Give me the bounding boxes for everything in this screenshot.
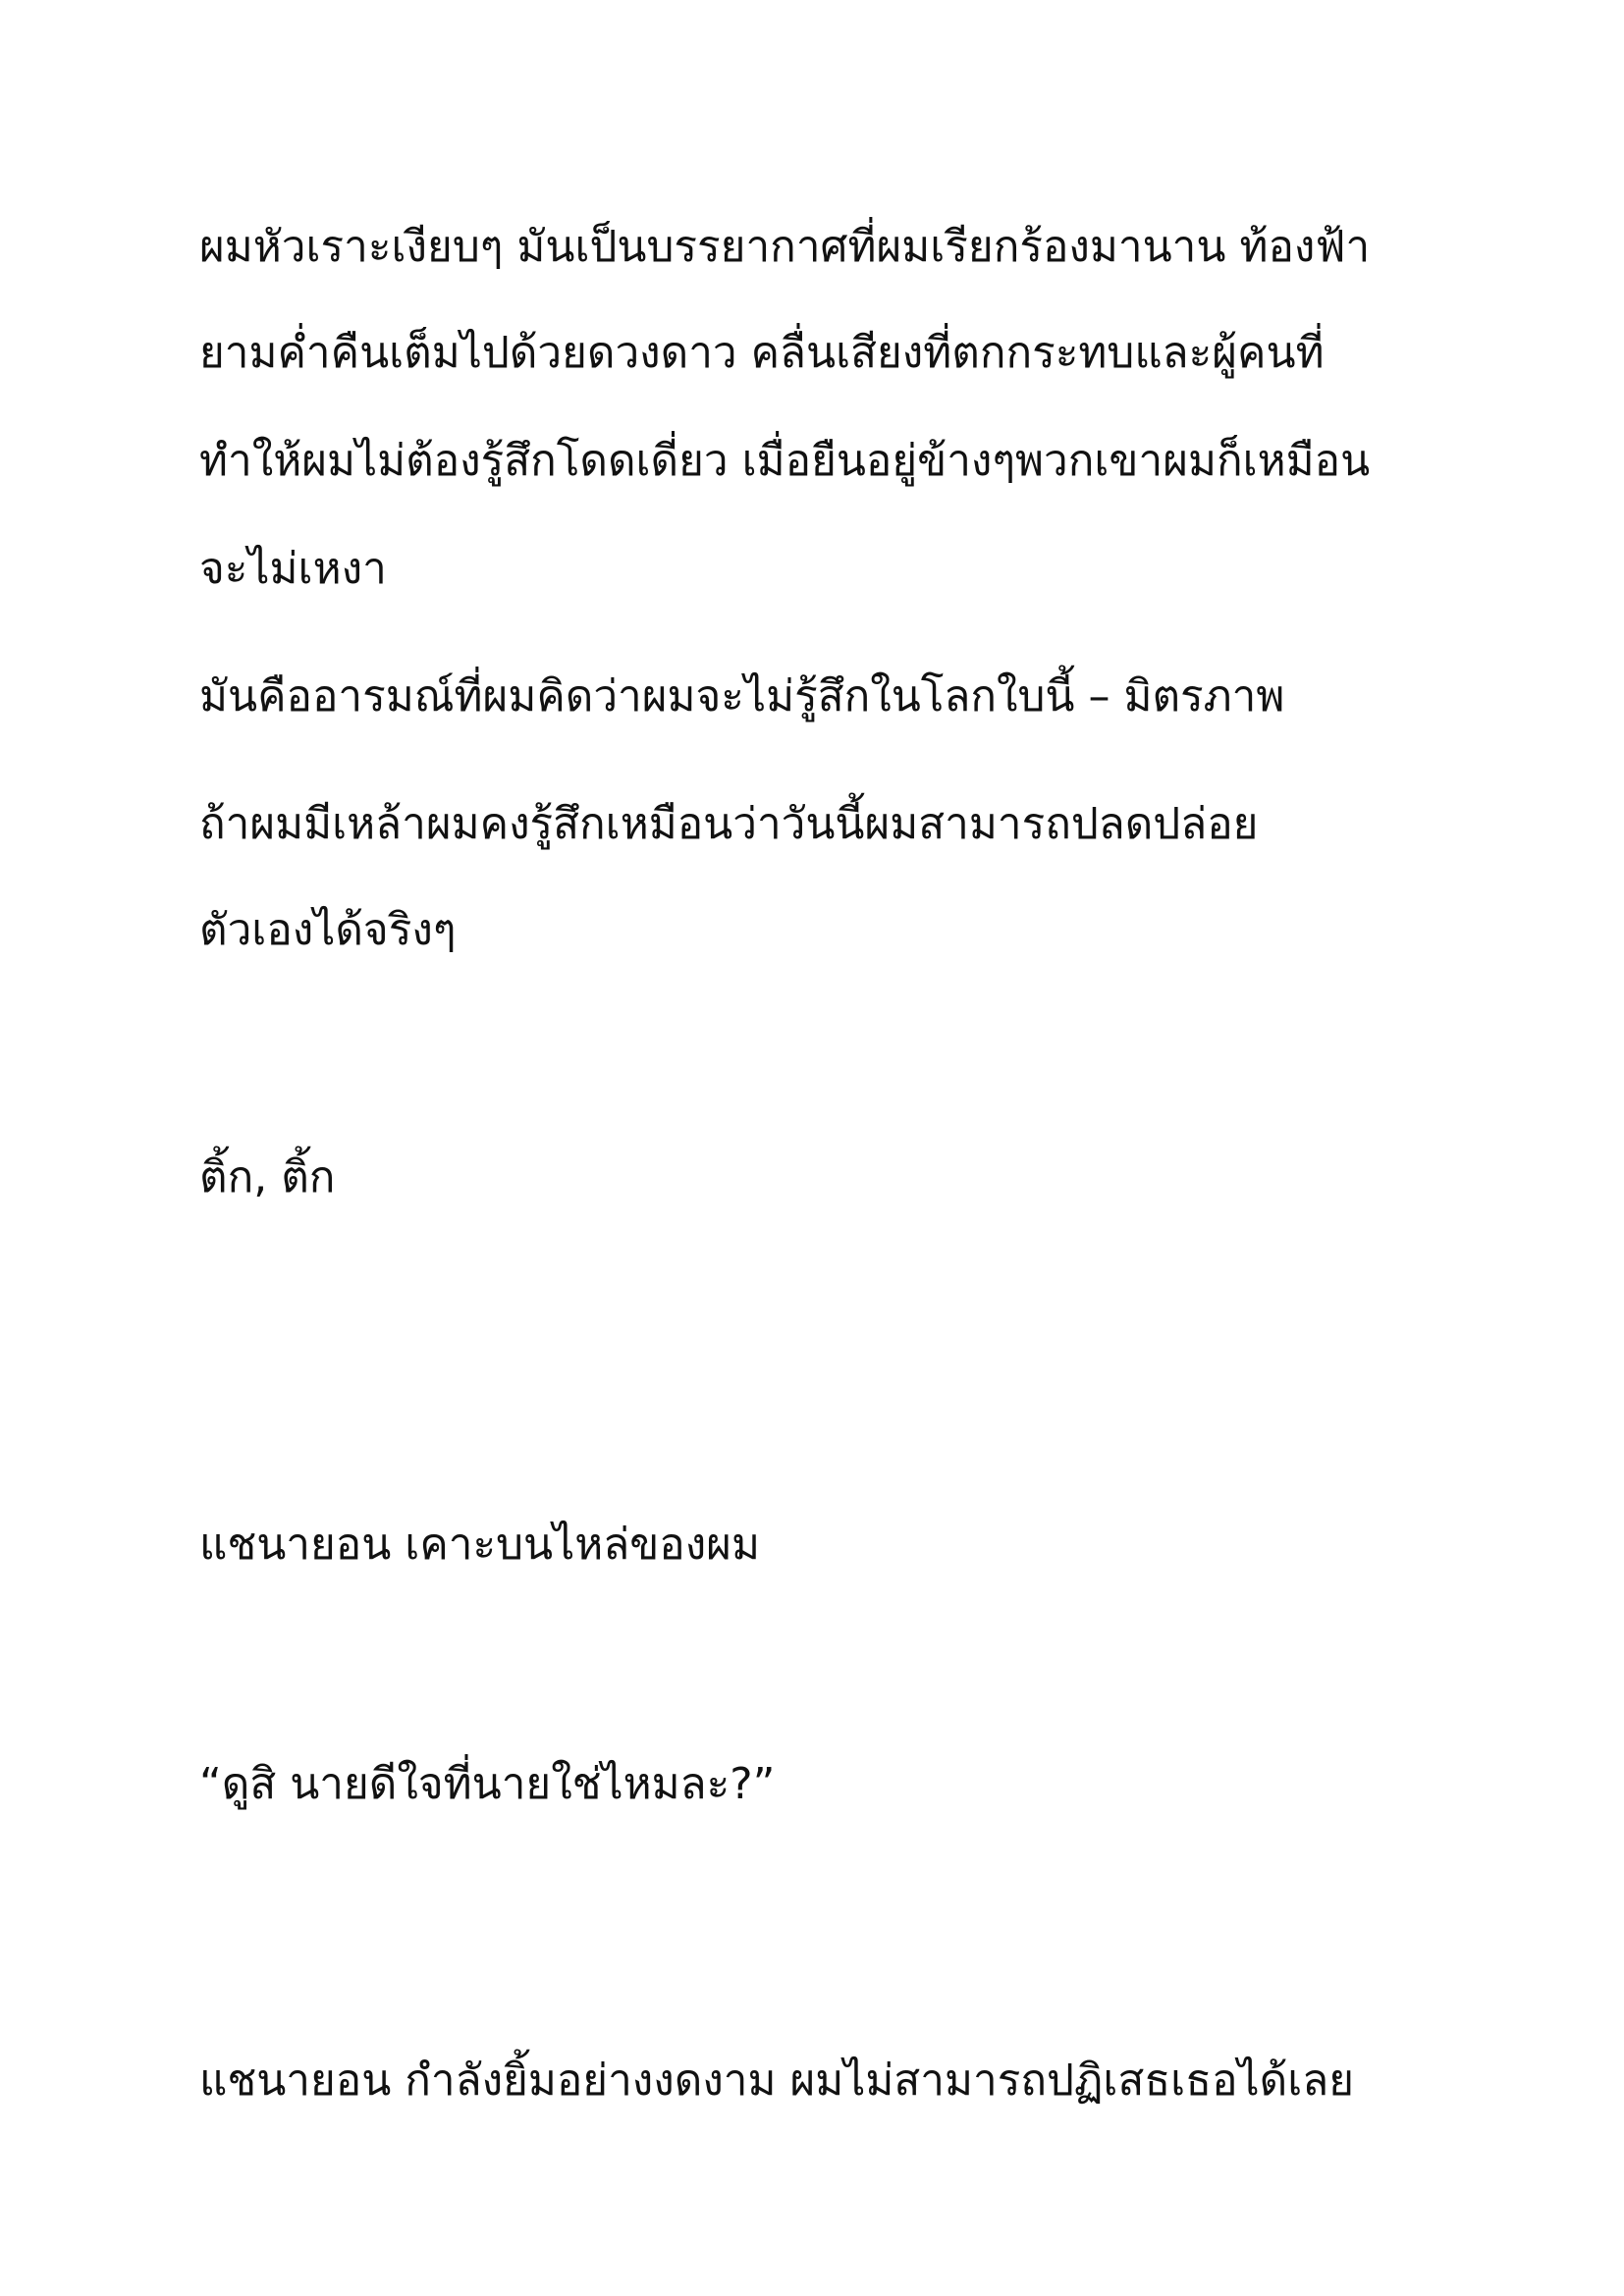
dialogue: “ดูสิ นายดีใจที่นายใช่ไหมละ?” — [199, 1759, 776, 1809]
paragraph-1-line-2: ยามค่ำคืนเต็มไปด้วยดวงดาว คลื่นเสียงที่ตกกระทบและผู้คนที่ — [199, 328, 1325, 378]
paragraph-1-line-3: ทำให้ผมไม่ต้องรู้สึกโดดเดี่ยว เมื่อยืนอยู่ข้างๆพวกเขาผมก็เหมือน — [199, 436, 1371, 486]
paragraph-1-line-1: ผมหัวเราะเงียบๆ มันเป็นบรรยากาศที่ผมเรียกร้องมานาน ท้องฟ้า — [199, 222, 1371, 272]
paragraph-2: มันคืออารมณ์ที่ผมคิดว่าผมจะไม่รู้สึกในโลกใบนี้ – มิตรภาพ — [199, 671, 1285, 721]
paragraph-1-line-4: จะไม่เหงา — [199, 544, 387, 594]
paragraph-3-line-1: ถ้าผมมีเหล้าผมคงรู้สึกเหมือนว่าวันนี้ผมสามารถปลดปล่อย — [199, 799, 1259, 849]
paragraph-4: แชนายอน เคาะบนไหล่ของผม — [199, 1520, 760, 1570]
paragraph-5: แชนายอน กำลังยิ้มอย่างงดงาม ผมไม่สามารถปฏิเสธเธอได้เลย — [199, 2056, 1354, 2106]
sound-effect: ติ้ก, ติ้ก — [199, 1152, 336, 1202]
paragraph-3-line-2: ตัวเองได้จริงๆ — [199, 905, 457, 955]
